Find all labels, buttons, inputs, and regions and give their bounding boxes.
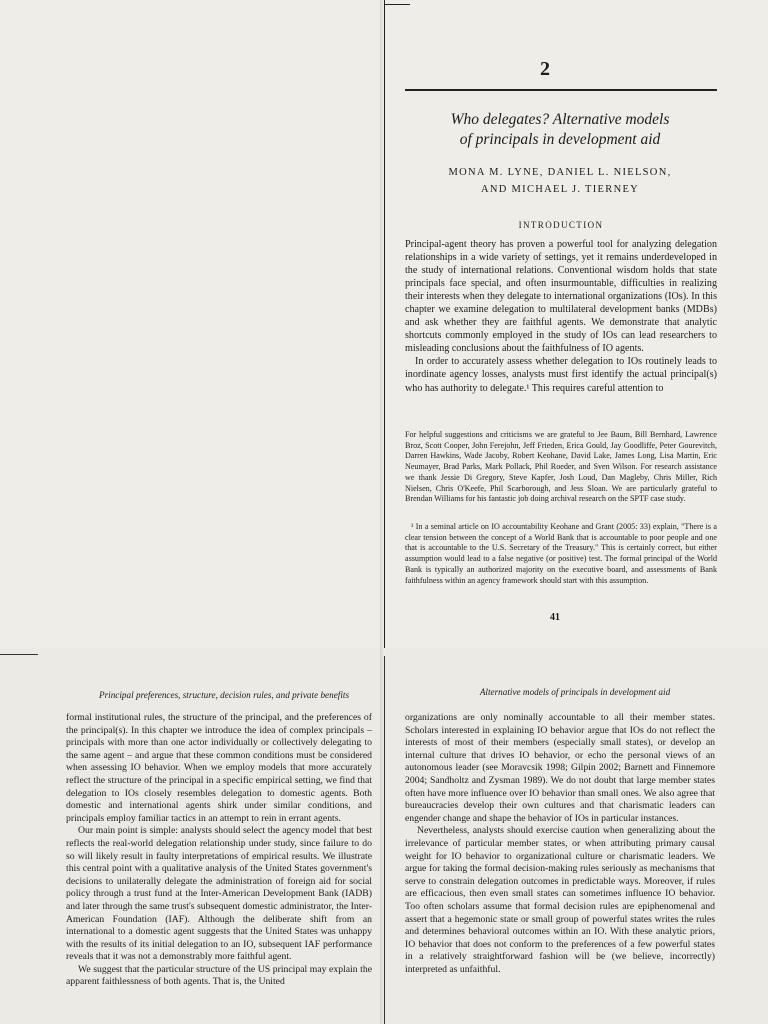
spread-fold-line [384,656,385,1024]
chapter-title [410,110,710,150]
right-page-body [405,712,715,976]
body-paragraph: We suggest that the particular structure of the US principal may explain the apparent faithlessness of both agents. That is, the United [66,963,372,988]
body-paragraph: formal institutional rules, the structure of the principal, and the preferences of the principal(s). In this chapter we introduce the idea of complex principals – principals with more than one actor individually or collectively delegating to the same agent – and argue that these common conditions must be considered when assessing IO behavior. When we employ models that more accurately reflect the structure of the principal in a specific empirical setting, we find that delegation to IOs closely resembles delegation to domestic agents. Both domestic and international agents shirk under similar conditions, and principals employ familiar tactics in an attempt to rein in errant agents. [66,712,372,824]
fold-corner-mark [384,4,410,5]
chapter-number: 2 [540,58,550,80]
running-head-left: Principal preferences, structure, decision rules, and private benefits [98,690,350,700]
chapter-title-line-2: of principals in development aid [459,131,661,148]
left-edge-mark [0,654,38,655]
page-number: 41 [550,612,560,623]
chapter-rule [405,89,717,91]
intro-paragraph: Principal-agent theory has proven a powerful tool for analyzing delegation relationships in a wide variety of settings, yet it remains underdeveloped in the study of international relations. Conventional wisdom holds that state principals face special, and often insurmountable, difficulties in realizing their interests when they delegate to international organizations (IOs). In this chapter we examine delegation to multilateral development banks (MDBs) and ask whether they are faithful agents. We demonstrate that analytic shortcuts commonly employed in the study of IOs can lead researchers to misleading conclusions about the faithfulness of IO agents. [405,239,717,355]
page-fold-line [384,0,385,648]
authors-line-1: MONA M. LYNE, DANIEL L. NIELSON, [448,167,672,178]
acknowledgement-note: For helpful suggestions and criticisms we are grateful to Jee Baum, Bill Bernhard, Lawrence Broz, Scott Cooper, John Ferejohn, Jeff Frieden, Erica Gould, Jay Goodliffe, Peter Gourevitch, Darren Hawkins, Wade Jacoby, Robert Keohane, David Lake, James Long, Lisa Martin, Eric Neumayer, Brad Parks, Mark Pollack, Phil Roeder, and Sven Wilson. For research assistance we thank Jessie Di Gregory, Steve Kapfer, Josh Loud, Dan Magleby, Chris Miller, Rich Nielsen, Chris O'Keefe, Phil Scarborough, and Jess Sloan. We are particularly grateful to Brendan Williams for his fantastic job doing archival research on the SPTF case study. [405,430,717,504]
intro-paragraph: In order to accurately assess whether delegation to IOs routinely leads to inordinate agency losses, analysts must first identify the actual principal(s) who has authority to delegate.¹ This requires careful attention to [405,356,717,394]
left-page-body [66,712,372,989]
running-head-right: Alternative models of principals in development aid [479,687,671,697]
chapter-authors [410,164,710,198]
footnote-1: ¹ In a seminal article on IO accountability Keohane and Grant (2005: 33) explain, "There is a clear tension between the concept of a World Bank that is accountable to poor people and one that is accountable to the U.S. Secretary of the Treasury." This is certainly correct, but either assumption would lead to a false negative (or positive) test. The formal principal of the World Bank is typically an authorized majority on the executive board, and assessments of Bank faithfulness within an agency framework should start with this assumption. [405,522,717,585]
chapter-title-line-1: Who delegates? Alternative models [450,111,670,128]
body-paragraph: Nevertheless, analysts should exercise caution when generalizing about the irrelevance of particular member states, or when attributing primary causal weight for IO behavior to organizational culture or charismatic leaders. We argue for taking the formal decision-making rules seriously as mechanisms that serve to constrain delegation outcomes in predictable ways. Moreover, if rules are efficacious, then even small states can sometimes influence IO behavior. Too often scholars assume that formal decision rules are epiphenomenal and assert that a hegemonic state or small group of powerful states writes the rules and determines behavioral outcomes within an IO. With these analytic priors, IO behavior that does not conform to the preferences of a few powerful states in a relatively straightforward fashion will be (we believe, incorrectly) interpreted as unfaithful. [405,825,715,975]
intro-text [405,238,717,395]
body-paragraph: Our main point is simple: analysts should select the agency model that best reflects the real-world delegation relationship under study, since failure to do so will likely result in faulty interpretations of empirical results. We illustrate this central point with a qualitative analysis of the United States government's decisions to unilaterally delegate the administration of foreign aid for social policy through a trust fund at the Inter-American Development Bank (IADB) and later through the same trust's subsequent domestic administrator, the Inter-American Foundation (IAF). Although the deliberate shift from an international to a domestic agent suggests that the United States was unhappy with the results of its initial delegation to an IO, subsequent IAF performance reveals that it was not a demonstrably more faithful agent. [66,825,372,963]
section-heading: INTRODUCTION [518,220,604,230]
body-paragraph: organizations are only nominally accountable to all their member states. Scholars interested in explaining IO behavior argue that IOs do not reflect the interests of most of their members (especially small states), or develop an internal culture that drives IO behavior, or echo the personal views of an autonomous leader (see Moravcsik 1998; Gilpin 2002; Barnett and Finnemore 2004; Sandholtz and Zysman 1989). We do not doubt that large member states often have more influence over IO behavior than small ones. We also agree that bureaucracies develop their own cultures and that charismatic leaders can engender change and shape the behavior of IOs in particular instances. [405,712,715,824]
authors-line-2: AND MICHAEL J. TIERNEY [480,184,640,195]
